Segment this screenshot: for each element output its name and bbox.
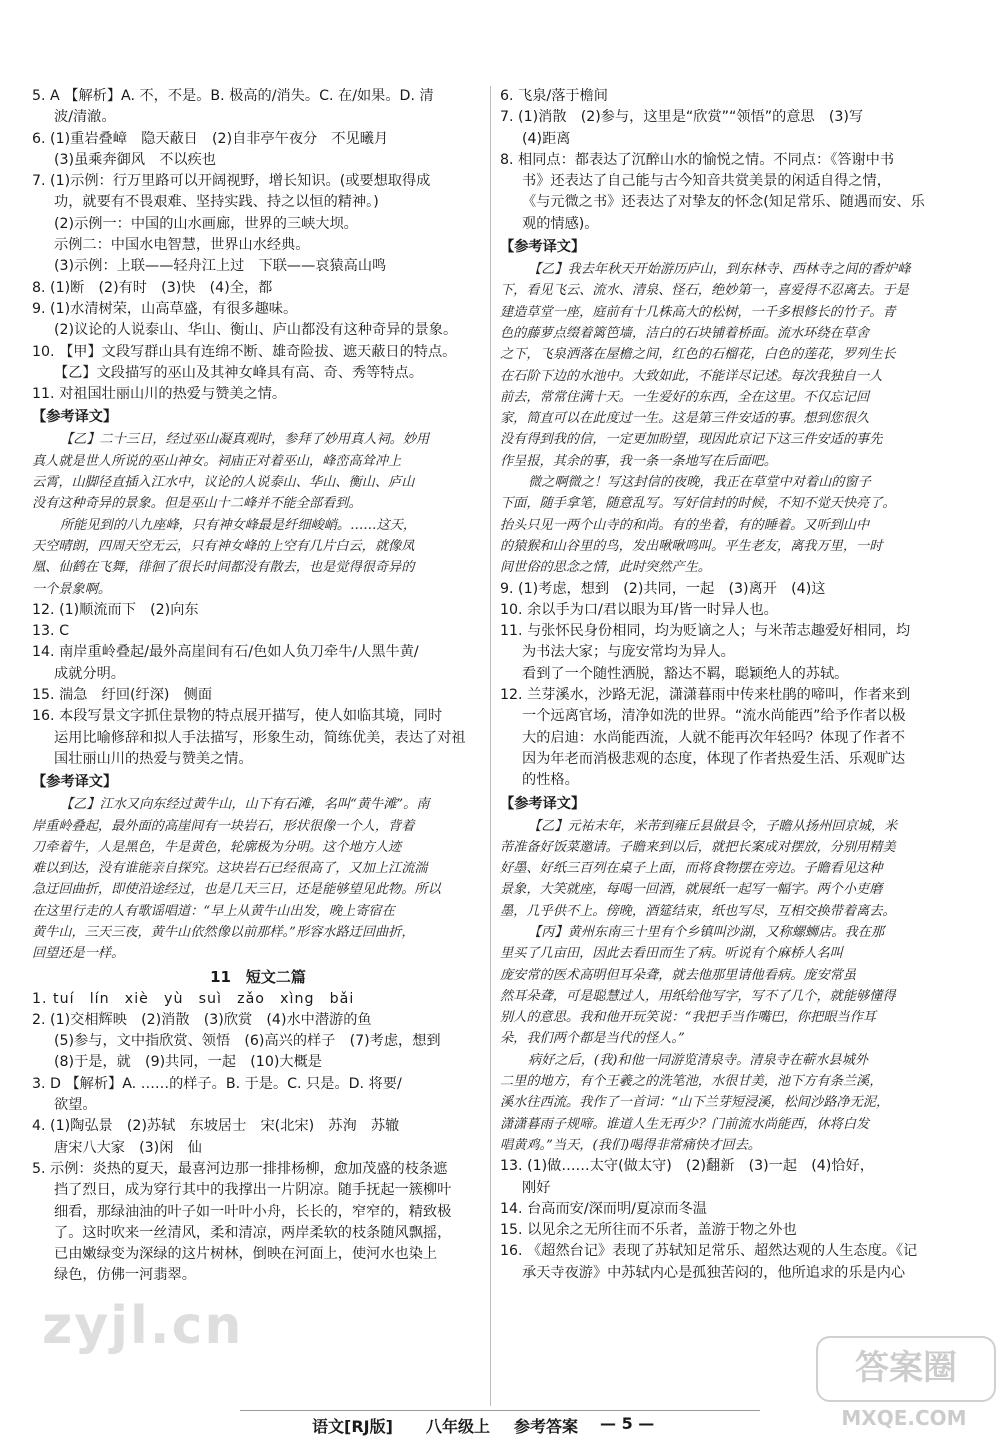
answer-line: 《与元微之书》还表达了对挚友的怀念(知足常乐、随遇而安、乐 xyxy=(522,194,925,211)
answer-line: 【乙】文段描写的巫山及其神女峰具有高、奇、秀等特点。 xyxy=(54,364,423,381)
answer-line: 唐宋八大家 (3)闲 仙 xyxy=(54,1139,202,1156)
answer-line: 了。这时吹来一丝清风，柔和清凉，两岸柔软的枝条随风飘摇， xyxy=(54,1224,452,1241)
translation-line: 作呈报，其余的事，我一条一条地写在后面吧。 xyxy=(500,453,777,469)
right-column xyxy=(500,86,968,1284)
answer-line: 8. (1)断 (2)有时 (3)快 (4)全，都 xyxy=(32,279,273,296)
answer-line: 12. (1)顺流而下 (2)向东 xyxy=(32,601,199,618)
section-heading: 【参考译文】 xyxy=(32,774,118,791)
translation-line: 没有得到我的信，一定更加盼望，现因此京记下这三件安适的事先 xyxy=(500,432,883,448)
watermark-site: MXQE.COM xyxy=(841,1406,967,1430)
answer-line: 2. (1)交相辉映 (2)消散 (3)欣赏 (4)水中潜游的鱼 xyxy=(32,1011,372,1028)
translation-line: 病好之后，(我)和他一同游览清泉寺。清泉寺在蕲水县城外 xyxy=(528,1052,868,1068)
translation-line: 建造草堂一座，庭前有十几株高大的松树，一千多根修长的竹子。青 xyxy=(500,304,896,320)
translation-line: 急迂回曲折，即使沿途经过，也是几天三日，还是能够望见此物。所以 xyxy=(32,882,441,898)
translation-line: 【乙】江水又向东经过黄牛山，山下有石滩，名叫“黄牛滩”。南 xyxy=(60,797,430,813)
section-heading: 【参考译文】 xyxy=(32,409,118,426)
translation-line: 刀牵着牛，人是黑色，牛是黄色，轮廓极为分明。这个地方人迹 xyxy=(32,839,402,855)
answer-line: 9. (1)考虑，想到 (2)共同，一起 (3)离开 (4)这 xyxy=(500,580,826,597)
answer-line: 8. 相同点：都表达了沉醉山水的愉悦之情。不同点：《答谢中书 xyxy=(500,151,895,168)
translation-line: 间世俗的思念之情，此时突然产生。 xyxy=(500,560,711,576)
section-heading: 【参考译文】 xyxy=(500,795,586,812)
answer-line: 16. 《超然台记》表现了苏轼知足常乐、超然达观的人生态度。《记 xyxy=(500,1243,918,1260)
answer-line: 示例二：中国水电智慧，世界山水经典。 xyxy=(54,237,310,254)
translation-line: 回望还是一样。 xyxy=(32,946,125,962)
footer-grade: 八年级上 xyxy=(426,1417,491,1436)
answer-line: 因为年老而消极悲观的态度，体现了作者热爱生活、乐观旷达 xyxy=(522,750,906,767)
answer-line: 看到了一个随性洒脱，豁达不羁，聪颖绝人的苏轼。 xyxy=(522,665,849,682)
answer-line: (5)参与，文中指欣赏、领悟 (6)高兴的样子 (7)考虑，想到 xyxy=(54,1033,441,1050)
answer-line: 10. 【甲】文段写群山具有连绵不断、雄奇险拔、遮天蔽日的特点。 xyxy=(32,343,457,360)
answer-line: 国壮丽山川的热爱与赞美之情。 xyxy=(54,750,253,767)
answer-line: 13. (1)做……太守(做太守) (2)翻新 (3)一起 (4)恰好， xyxy=(500,1158,874,1175)
translation-line: 下面，随手拿笔，随意乱写。写好信封的时候，不知不觉天快亮了。 xyxy=(500,496,896,512)
answer-line: 3. D 【解析】A. ……的样子。B. 于是。C. 只是。D. 将要/ xyxy=(32,1075,402,1092)
answer-line: (8)于是，就 (9)共同，一起 (10)大概是 xyxy=(54,1054,322,1071)
watermark-zyjl: zyjl.cn xyxy=(42,1296,244,1356)
watermark-mxqe xyxy=(816,1336,992,1436)
answer-line: 书》还表达了自己能与古今知音共赏美景的闲适自得之情， xyxy=(522,173,891,190)
answer-line: 15. 以见余之无所往而不乐者，盖游于物之外也 xyxy=(500,1222,797,1239)
answer-line: 观的情感)。 xyxy=(522,215,599,232)
translation-line: 一个景象啊。 xyxy=(32,581,112,597)
translation-line: 【乙】我去年秋天开始游历庐山，到东林寺、西林寺之间的香炉峰 xyxy=(528,262,911,278)
answer-line: 11. 对祖国壮丽山川的热爱与赞美之情。 xyxy=(32,386,287,403)
translation-line: 难以到达，没有谁能亲自探究。这块岩石已经很高了，又加上江流湍 xyxy=(32,861,428,877)
answer-line: 绿色，仿佛一河翡翠。 xyxy=(54,1267,196,1284)
translation-line: 抬头只见一两个山寺的和尚。有的坐着，有的睡着。又听到山中 xyxy=(500,517,870,533)
answer-line: (3)示例：上联——轻舟江上过 下联——哀猿高山鸣 xyxy=(54,258,387,275)
answer-line: 1. tuí lín xiè yù suì zǎo xìng bǎi xyxy=(32,990,355,1007)
answer-line: 7. (1)消散 (2)参与，这里是“欣赏”“领悟”的意思 (3)写 xyxy=(500,109,864,126)
translation-line: 天空晴朗，四周天空无云，只有神女峰的上空有几片白云，就像凤 xyxy=(32,538,415,554)
answer-line: 15. 湍急 纡回(纡深) 侧面 xyxy=(32,687,213,704)
answer-line: 9. (1)水清树荣，山高草盛，有很多趣味。 xyxy=(32,300,298,317)
answer-line: 细看，那绿油油的叶子如一叶叶小舟，长长的，窄窄的，精致极 xyxy=(54,1203,452,1220)
answer-line: 6. 飞泉/落于檐间 xyxy=(500,88,608,104)
translation-line: 芾准备好饭菜邀请。子瞻来到以后，就把长案成对摆放，分别用精美 xyxy=(500,839,896,855)
translation-line: 二里的地方，有个王羲之的洗笔池，水很甘美，池下方有条兰溪， xyxy=(500,1074,883,1090)
translation-line: 在石阶下边的水池中。大致如此，不能详尽记述。每次我独自一人 xyxy=(500,368,883,384)
translation-line: 好墨、好纸三百列在桌子上面，而将食物摆在旁边。子瞻看见这种 xyxy=(500,861,883,877)
answer-line: (3)虽乘奔御风 不以疾也 xyxy=(54,151,216,168)
translation-line: 里买了几亩田，因此去看田而生了病。听说有个麻桥人名叫 xyxy=(500,946,843,962)
answer-line: (4)距离 xyxy=(522,130,571,147)
translation-line: 别人的意思。我和他开玩笑说：“我把手当作嘴巴，你把眼当作耳 xyxy=(500,1010,876,1026)
answer-line: 大的启迪：水尚能西流，人就不能再次年轻吗？体现了作者不 xyxy=(522,729,906,746)
watermark-badge: 答案圈 xyxy=(816,1336,996,1402)
answer-line: 11. 与张怀民身份相同，均为贬谪之人；与米芾志趣爱好相同，均 xyxy=(500,623,911,640)
translation-line: 之下，飞泉洒落在屋檐之间，红色的石榴花，白色的莲花，罗列生长 xyxy=(500,347,896,363)
answer-line: 功，就要有不畏艰难、坚持实践、持之以恒的精神。) xyxy=(54,194,379,211)
translation-line: 【乙】元祐末年，米芾到雍丘县做县令，子瞻从扬州回京城，米 xyxy=(528,818,898,834)
answer-line: 刚好 xyxy=(522,1179,551,1196)
page-number: — 5 — xyxy=(600,1414,655,1433)
answer-line: 挡了烈日，成为穿行其中的我撑出一片阴凉。随手抚起一簇柳叶 xyxy=(54,1182,452,1199)
answer-line: 14. 南岸重岭叠起/最外高崖间有石/色如人负刀牵牛/人黑牛黄/ xyxy=(32,644,419,661)
answer-line: 6. (1)重岩叠嶂 隐天蔽日 (2)自非亭午夜分 不见曦月 xyxy=(32,130,389,147)
answer-line: 欲望。 xyxy=(54,1097,97,1114)
answer-line: 5. 示例：炎热的夏天，最喜河边那一排排杨柳，愈加茂盛的枝条遮 xyxy=(32,1160,448,1177)
translation-line: 岸重岭叠起，最外面的高崖间有一块岩石，形状很像一个人，背着 xyxy=(32,818,415,834)
translation-line: 微之啊微之！写这封信的夜晚，我正在草堂中对着山的窗子 xyxy=(528,475,871,491)
footer-label: 参考答案 xyxy=(514,1417,579,1436)
translation-line: 然耳朵聋，可是聪慧过人，用纸给他写字，写不了几个，就能够懂得 xyxy=(500,988,896,1004)
translation-line: 凰、仙鹤在飞舞，徘徊了很长时间都没有散去，也是觉得很奇异的 xyxy=(32,560,415,576)
translation-line: 真人就是世人所说的巫山神女。祠庙正对着巫山，峰峦高耸冲上 xyxy=(32,453,402,469)
answer-line: 12. 兰芽溪水，沙路无泥，潇潇暮雨中传来杜鹃的啼叫，作者来到 xyxy=(500,687,911,704)
translation-line: 【乙】二十三日，经过巫山凝真观时，参拜了妙用真人祠。妙用 xyxy=(60,432,430,448)
footer-rule xyxy=(240,1410,760,1411)
answer-line: 的性格。 xyxy=(522,772,579,789)
answer-line: 已由嫩绿变为深绿的这片树林，倒映在河面上，使河水也染上 xyxy=(54,1246,438,1263)
answer-line: 16. 本段写景文字抓住景物的特点展开描写，使人如临其境，同时 xyxy=(32,708,443,725)
answer-line: 4. (1)陶弘景 (2)苏轼 东坡居士 宋(北宋) 苏洵 苏辙 xyxy=(32,1118,400,1135)
answer-line: 运用比喻修辞和拟人手法描写，形象生动，简练优美，表达了对祖 xyxy=(54,729,466,746)
answer-line: 成就分明。 xyxy=(54,665,125,682)
answer-line: 14. 台高而安/深而明/夏凉而冬温 xyxy=(500,1200,707,1217)
column-divider xyxy=(490,86,491,1406)
answer-line: (2)议论的人说泰山、华山、衡山、庐山都没有这种奇异的景象。 xyxy=(54,322,458,339)
translation-line: 景象，大笑就座，每喝一回酒，就展纸一起写一幅字。两个小吏磨 xyxy=(500,882,883,898)
translation-line: 色的藤萝点缀着篱笆墙，洁白的石块铺着桥面。流水环绕在草舍 xyxy=(500,325,870,341)
footer-subject: 语文[RJ版] xyxy=(312,1417,393,1436)
translation-line: 云霄，山脚径直插入江水中，议论的人说泰山、华山、衡山、庐山 xyxy=(32,475,415,491)
translation-line: 潇潇暮雨子规啼。谁道人生无再少？门前流水尚能西，休将白发 xyxy=(500,1116,870,1132)
answer-line: 13. C xyxy=(32,623,69,640)
translation-line: 在这里行走的人有歌谣唱道：“早上从黄牛山出发，晚上寄宿在 xyxy=(32,903,395,919)
answer-line: 10. 余以手为口/君以眼为耳/皆一时异人也。 xyxy=(500,601,778,618)
translation-line: 朵，我们两个都是当代的怪人。” xyxy=(500,1031,685,1047)
answer-line: 一个远离官场，清净如洗的世界。“流水尚能西”给予作者以极 xyxy=(522,708,906,725)
section-heading: 【参考译文】 xyxy=(500,239,586,256)
translation-line: 庞安常的医术高明但耳朵聋，就去他那里请他看病。庞安常虽 xyxy=(500,967,857,983)
translation-line: 【丙】黄州东南三十里有个乡镇叫沙湖，又称螺蛳店。我在那 xyxy=(528,924,885,940)
translation-line: 家，简直可以在此度过一生。这是第三件安适的事。想到您很久 xyxy=(500,411,870,427)
answer-line: 5. A 【解析】A. 不，不是。B. 极高的/消失。C. 在/如果。D. 清 xyxy=(32,88,434,104)
answer-line: 为书法大家；与庞安常均为异人。 xyxy=(522,644,735,661)
translation-line: 唱黄鸡。”当天，(我们)喝得非常痛快才回去。 xyxy=(500,1137,761,1153)
translation-line: 墨，几乎供不上。傍晚，酒筵结束，纸也写尽，互相交换带着离去。 xyxy=(500,903,896,919)
answer-line: 波/清澈。 xyxy=(54,109,116,126)
translation-line: 的猿猴和山谷里的鸟，发出啾啾鸣叫。平生老友，离我万里，一时 xyxy=(500,538,883,554)
answer-line: (2)示例一：中国的山水画廊，世界的三峡大坝。 xyxy=(54,215,358,232)
translation-line: 下，看见飞云、流水、清泉、怪石，绝妙第一，喜爱得不忍离去。于是 xyxy=(500,283,909,299)
translation-line: 所能见到的八九座峰，只有神女峰最是纤细峻峭。……这天， xyxy=(60,517,417,533)
lesson-title: 11 短文二篇 xyxy=(210,967,306,986)
translation-line: 溪水往西流。我作了一首词：“山下兰芽短浸溪，松间沙路净无泥， xyxy=(500,1095,890,1111)
translation-line: 黄牛山，三天三夜，黄牛山依然像以前那样。”形容水路迂回曲折， xyxy=(32,924,415,940)
answer-line: 7. (1)示例：行万里路可以开阔视野，增长知识。(或要想取得成 xyxy=(32,173,431,190)
answer-line: 承天寺夜游》中苏轼内心是孤独苦闷的，他所追求的乐是内心 xyxy=(522,1264,906,1281)
translation-line: 前去，常常住满十天。一生爱好的东西，全在这里。不仅忘记回 xyxy=(500,389,870,405)
translation-line: 没有这种奇异的景象。但是巫山十二峰并不能全部看到。 xyxy=(32,496,362,512)
left-column xyxy=(32,86,484,1287)
